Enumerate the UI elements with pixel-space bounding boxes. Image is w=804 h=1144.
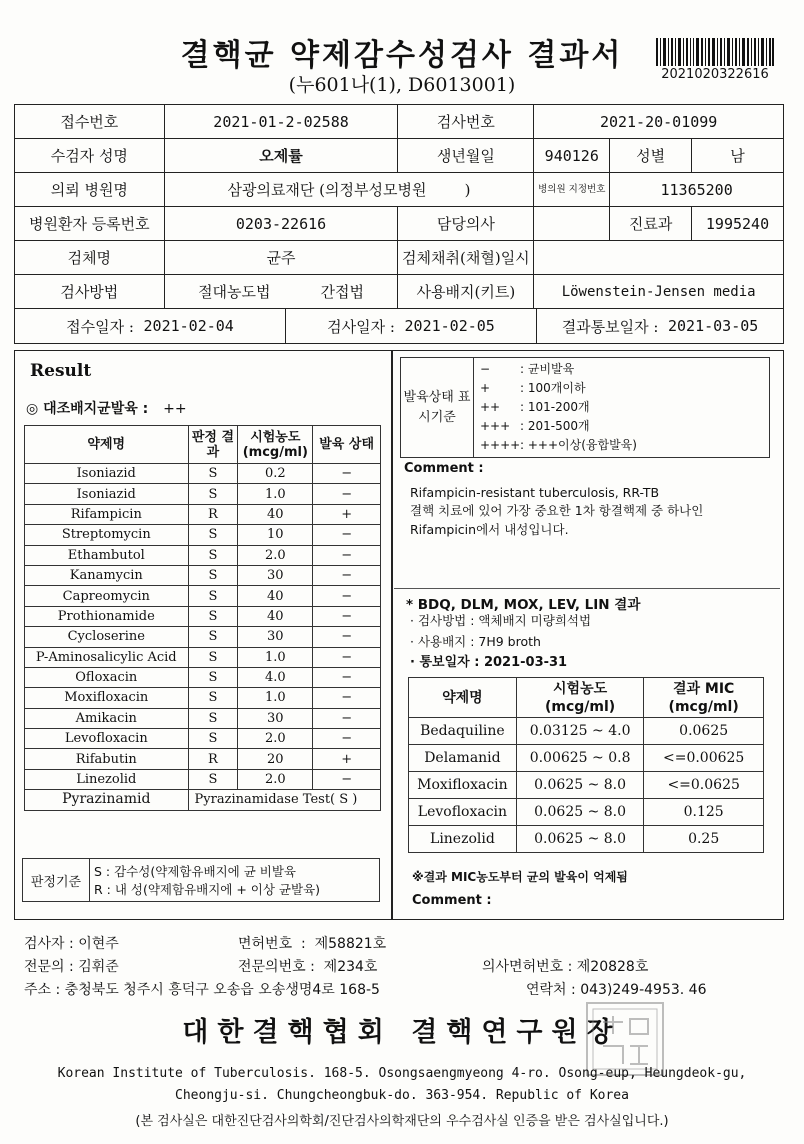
drug-row: [25, 484, 381, 504]
barcode-number: 2021020322616: [661, 67, 769, 82]
growth-legend-label: 발육상태 표시기준: [401, 358, 474, 458]
drug-drug: Rifabutin: [25, 749, 189, 769]
drug-growth: −: [313, 545, 381, 565]
drug-row: [25, 545, 381, 565]
mic-row: [409, 745, 764, 772]
drug-growth: +: [313, 504, 381, 524]
drug-conc: 2.0: [238, 769, 313, 789]
drug-conc: 10: [238, 525, 313, 545]
drug-judge: S: [188, 545, 238, 565]
mic-row: [409, 799, 764, 826]
mic-drug: Bedaquiline: [409, 718, 517, 745]
organization-name: 대한결핵협회 결핵연구원장: [182, 1017, 622, 1048]
drug-drug: P-Aminosalicylic Acid: [25, 647, 189, 667]
mic-drug: Moxifloxacin: [409, 772, 517, 799]
drug-conc: 1.0: [238, 484, 313, 504]
col-conc: 시험농도 (mcg/ml): [238, 426, 313, 464]
col-drug: 약제명: [25, 426, 189, 464]
drug-growth: −: [313, 769, 381, 789]
test-no-label: 검사번호: [398, 105, 534, 139]
method-label: 검사방법: [15, 275, 165, 309]
mic-range: 0.03125 ~ 4.0: [516, 718, 643, 745]
mic-row: [409, 772, 764, 799]
drug-growth: −: [313, 729, 381, 749]
result-heading: Result: [30, 361, 92, 381]
drug-judge: S: [188, 484, 238, 504]
drug-row: [25, 586, 381, 606]
mic-method: · 검사방법 : 액체배지 미량희석법: [410, 613, 592, 628]
legend-row: [480, 360, 763, 379]
drug-row: [25, 749, 381, 769]
mic-col-drug: 약제명: [409, 678, 517, 718]
dob: 940126: [534, 139, 610, 173]
method-1: 절대농도법: [198, 283, 271, 301]
mic-table: [408, 677, 764, 853]
specimen: 균주: [164, 241, 398, 275]
doctor: [534, 207, 610, 241]
notified-date: 2021-03-05: [668, 317, 759, 335]
legend-symbol: ++++: [480, 438, 521, 452]
drug-row: [25, 606, 381, 626]
phone: 연락처 : 043)249-4953. 46: [526, 982, 707, 998]
drug-judge: S: [188, 586, 238, 606]
drug-row: [25, 708, 381, 728]
drug-conc: 20: [238, 749, 313, 769]
drug-growth: −: [313, 647, 381, 667]
drug-conc: 30: [238, 627, 313, 647]
dob-label: 생년월일: [398, 139, 534, 173]
english-address-2: Cheongju-si. Chungcheongbuk-do. 363-954. Republic of Korea: [175, 1088, 629, 1103]
drug-conc: 40: [238, 606, 313, 626]
drug-judge: S: [188, 464, 238, 484]
drug-growth: −: [313, 667, 381, 687]
receipt-no: 2021-01-2-02588: [164, 105, 398, 139]
certification-note: (본 검사실은 대한진단검사의학회/진단검사의학재단의 우수검사실 인증을 받은 검사실입니다.): [135, 1114, 669, 1129]
drug-judge: S: [188, 647, 238, 667]
drug-judge: S: [188, 565, 238, 585]
drug-drug: Isoniazid: [25, 464, 189, 484]
legend-row: [480, 398, 763, 417]
drug-row: [25, 688, 381, 708]
drug-conc: 4.0: [238, 667, 313, 687]
specimen-label: 검체명: [15, 241, 165, 275]
drug-drug: Amikacin: [25, 708, 189, 728]
license-no: 면허번호 : 제58821호: [238, 936, 387, 952]
drug-growth: −: [313, 484, 381, 504]
sex-label: 성별: [610, 139, 692, 173]
drug-judge: S: [188, 667, 238, 687]
drug-conc: 0.2: [238, 464, 313, 484]
drug-row: [25, 504, 381, 524]
drug-conc: 1.0: [238, 688, 313, 708]
examiner: 검사자 : 이현주: [24, 936, 119, 952]
control-growth: [26, 398, 187, 418]
comment-line-2: 결핵 치료에 있어 가장 중요한 1차 항결핵제 중 하나인: [410, 503, 704, 518]
col-judge: 판정 결과: [188, 426, 238, 464]
drug-result-table: [24, 425, 381, 811]
specialist: 전문의 : 김휘준: [24, 959, 119, 975]
legend-symbol: ++: [480, 400, 501, 414]
drug-growth: −: [313, 525, 381, 545]
receipt-no-label: 접수번호: [15, 105, 165, 139]
drug-growth: −: [313, 586, 381, 606]
mic-notify: · 통보일자 : 2021-03-31: [410, 655, 568, 670]
drug-judge: S: [188, 729, 238, 749]
drug-drug: Linezolid: [25, 769, 189, 789]
method-2: 간접법: [320, 283, 364, 301]
drug-row: [25, 525, 381, 545]
tested-date: 2021-02-05: [404, 317, 495, 335]
drug-growth: −: [313, 606, 381, 626]
mic-mic: 0.0625: [644, 718, 764, 745]
mic-row: [409, 826, 764, 853]
drug-row: [25, 667, 381, 687]
hospital: 삼광의료재단 (의정부성모병원 ): [164, 173, 534, 207]
mic-col-range: 시험농도 (mcg/ml): [516, 678, 643, 718]
drug-drug: Ofloxacin: [25, 667, 189, 687]
drug-row: [25, 627, 381, 647]
drug-drug: Moxifloxacin: [25, 688, 189, 708]
mic-range: 0.0625 ~ 8.0: [516, 772, 643, 799]
drug-growth: −: [313, 565, 381, 585]
hospital-code: 11365200: [610, 173, 784, 207]
mic-note: ※결과 MIC농도부터 균의 발육이 억제됨: [412, 870, 628, 884]
name-label: 수검자 성명: [15, 139, 165, 173]
english-address-1: Korean Institute of Tuberculosis. 168-5. Osongsaengmyeong 4-ro. Osong-eup, Heungdeok-gu,: [57, 1066, 747, 1081]
drug-judge: S: [188, 606, 238, 626]
drug-judge: S: [188, 525, 238, 545]
mic-mic: 0.25: [644, 826, 764, 853]
legend-row: [480, 379, 763, 398]
pza-result: Pyrazinamidase Test( S ): [188, 790, 380, 810]
legend-desc: : 100개이하: [520, 381, 586, 395]
criteria-label: 판정기준: [23, 859, 90, 902]
drug-growth: +: [313, 749, 381, 769]
growth-legend-list: [474, 358, 770, 458]
mic-drug: Linezolid: [409, 826, 517, 853]
dept-label: 진료과: [610, 207, 692, 241]
mic-mic: 0.125: [644, 799, 764, 826]
page-subtitle: (누601나(1), D6013001): [288, 74, 516, 96]
legend-symbol: −: [480, 362, 491, 376]
control-growth-label: ◎ 대조배지균발육 :: [26, 401, 149, 417]
drug-drug: Cycloserine: [25, 627, 189, 647]
drug-judge: R: [188, 504, 238, 524]
drug-row: [25, 565, 381, 585]
drug-drug: Streptomycin: [25, 525, 189, 545]
mic-col-result: 결과 MIC (mcg/ml): [644, 678, 764, 718]
hospital-code-label: 병의원 지정번호: [534, 173, 610, 207]
drug-judge: S: [188, 708, 238, 728]
comment-line-1: Rifampicin-resistant tuberculosis, RR-TB: [410, 485, 660, 500]
legend-desc: : 균비발육: [520, 362, 575, 376]
legend-desc: : 201-500개: [520, 419, 590, 433]
drug-conc: 40: [238, 504, 313, 524]
mic-range: 0.0625 ~ 8.0: [516, 826, 643, 853]
drug-judge: S: [188, 627, 238, 647]
collect: [534, 241, 784, 275]
drug-row: [25, 647, 381, 667]
dept: 1995240: [692, 207, 784, 241]
dates-row: [15, 309, 784, 344]
doctor-license-no: 의사면허번호 : 제20828호: [482, 959, 649, 975]
drug-row: [25, 769, 381, 789]
mic-comment-label: Comment :: [412, 893, 492, 908]
drug-drug: Capreomycin: [25, 586, 189, 606]
drug-growth: −: [313, 708, 381, 728]
control-growth-value: ++: [163, 401, 187, 417]
legend-row: [480, 436, 763, 455]
sex: 남: [692, 139, 784, 173]
drug-drug: Ethambutol: [25, 545, 189, 565]
mic-drug: Levofloxacin: [409, 799, 517, 826]
legend-desc: : 101-200개: [520, 400, 590, 414]
method: [164, 275, 398, 309]
drug-judge: R: [188, 749, 238, 769]
criteria-r: R : 내 성(약제함유배지에 + 이상 균발육): [94, 882, 321, 897]
mic-mic: <=0.0625: [644, 772, 764, 799]
received-label: 접수일자 :: [66, 317, 134, 336]
legend-desc: : +++이상(융합발육): [520, 438, 637, 452]
mic-mic: <=0.00625: [644, 745, 764, 772]
drug-judge: S: [188, 688, 238, 708]
drug-growth: −: [313, 464, 381, 484]
notified-label: 결과통보일자 :: [561, 317, 659, 336]
mic-range: 0.0625 ~ 8.0: [516, 799, 643, 826]
legend-symbol: +++: [480, 419, 511, 433]
comment-label: Comment :: [404, 461, 484, 476]
criteria-box: [22, 858, 380, 902]
drug-drug: Rifampicin: [25, 504, 189, 524]
media-label: 사용배지(키트): [398, 275, 534, 309]
drug-conc: 40: [238, 586, 313, 606]
mic-heading: * BDQ, DLM, MOX, LEV, LIN 결과: [406, 597, 641, 613]
patient-reg: 0203-22616: [164, 207, 398, 241]
drug-drug: Levofloxacin: [25, 729, 189, 749]
drug-row: [25, 729, 381, 749]
pza-drug: Pyrazinamid: [25, 790, 189, 810]
drug-drug: Prothionamide: [25, 606, 189, 626]
section-divider: [394, 588, 780, 589]
drug-drug: Isoniazid: [25, 484, 189, 504]
mic-media: · 사용배지 : 7H9 broth: [410, 634, 541, 649]
drug-conc: 1.0: [238, 647, 313, 667]
official-seal: [586, 1002, 664, 1076]
mic-drug: Delamanid: [409, 745, 517, 772]
doctor-label: 담당의사: [398, 207, 534, 241]
tested-label: 검사일자 :: [327, 317, 395, 336]
page-title: 결핵균 약제감수성검사 결과서: [180, 38, 624, 73]
address: 주소 : 충청북도 청주시 흥덕구 오송읍 오송생명4로 168-5: [24, 982, 380, 998]
media: Löwenstein-Jensen media: [534, 275, 784, 309]
patient-name: 오제률: [164, 139, 398, 173]
patient-reg-label: 병원환자 등록번호: [15, 207, 165, 241]
test-no: 2021-20-01099: [534, 105, 784, 139]
drug-conc: 2.0: [238, 545, 313, 565]
col-growth: 발육 상태: [313, 426, 381, 464]
growth-legend: [400, 357, 770, 458]
criteria-s: S : 감수성(약제함유배지에 균 비발육: [94, 864, 296, 879]
drug-growth: −: [313, 627, 381, 647]
comment-line-3: Rifampicin에서 내성입니다.: [410, 522, 569, 537]
drug-conc: 30: [238, 708, 313, 728]
legend-row: [480, 417, 763, 436]
mic-range: 0.00625 ~ 0.8: [516, 745, 643, 772]
drug-conc: 2.0: [238, 729, 313, 749]
drug-judge: S: [188, 769, 238, 789]
legend-symbol: +: [480, 381, 491, 395]
drug-growth: −: [313, 688, 381, 708]
drug-drug: Kanamycin: [25, 565, 189, 585]
mic-row: [409, 718, 764, 745]
patient-info-table: [14, 104, 784, 344]
collect-label: 검체채취(채혈)일시: [398, 241, 534, 275]
specialist-no: 전문의번호 : 제234호: [238, 959, 378, 975]
drug-row: [25, 464, 381, 484]
drug-conc: 30: [238, 565, 313, 585]
received-date: 2021-02-04: [143, 317, 234, 335]
hospital-label: 의뢰 병원명: [15, 173, 165, 207]
barcode: [656, 38, 774, 66]
